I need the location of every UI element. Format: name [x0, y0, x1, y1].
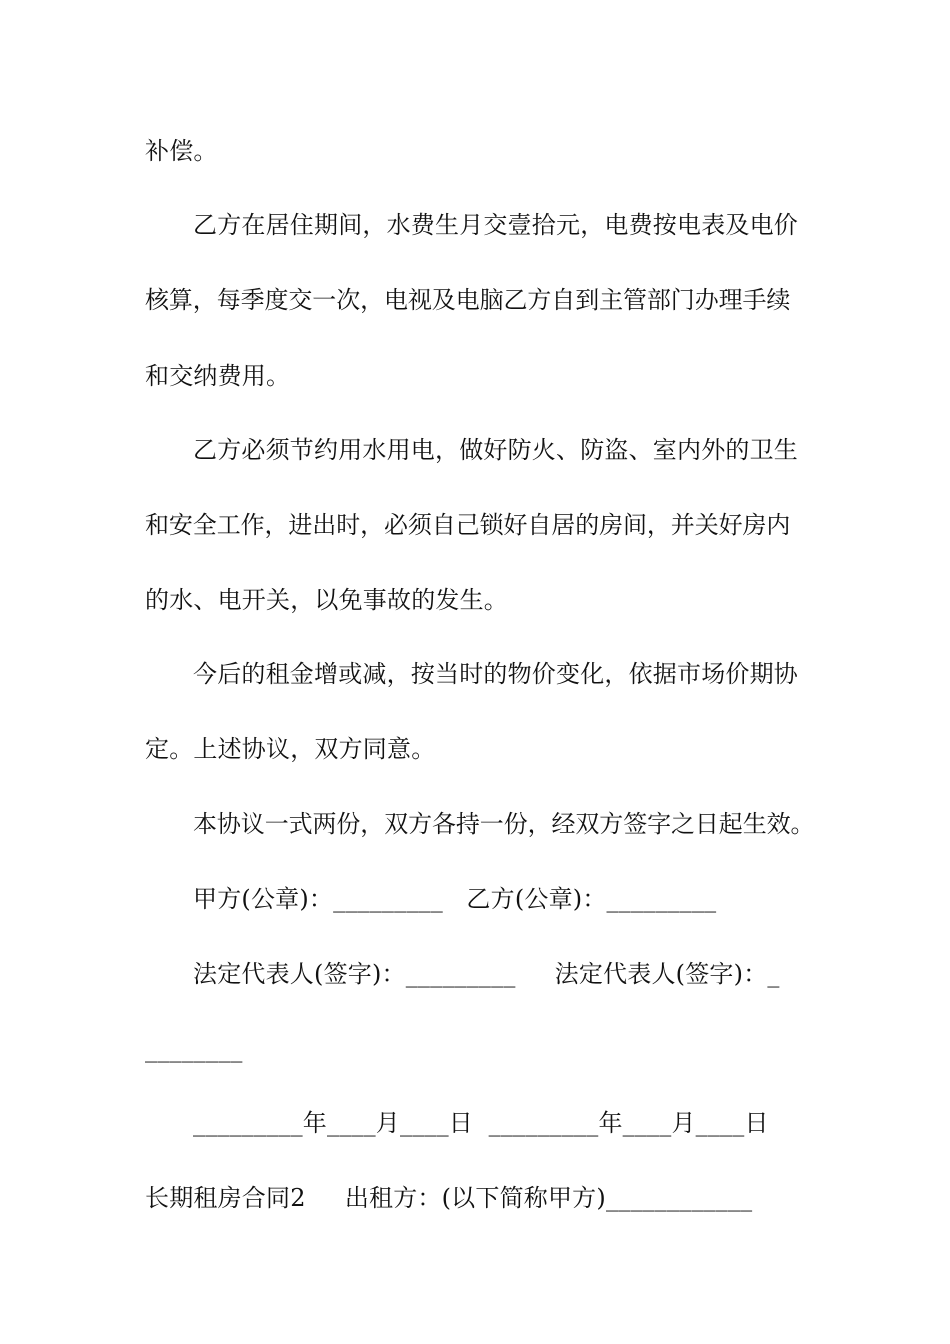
text-line-10: 本协议一式两份，双方各持一份，经双方签字之日起生效。: [193, 810, 815, 838]
text-line-7: 的水、电开关，以免事故的发生。: [145, 586, 508, 614]
signature-line-seals: 甲方(公章)：_________ 乙方(公章)：_________: [193, 885, 717, 913]
contract-2-heading-line: 长期租房合同2 出租方：(以下简称甲方)____________: [145, 1184, 753, 1212]
text-line-8: 今后的租金增或减，按当时的物价变化，依据市场价期协: [193, 660, 798, 688]
text-line-3: 核算，每季度交一次，电视及电脑乙方自到主管部门办理手续: [145, 286, 791, 314]
text-line-6: 和安全工作，进出时，必须自己锁好自居的房间，并关好房内: [145, 511, 791, 539]
text-line-4: 和交纳费用。: [145, 362, 291, 390]
text-line-2: 乙方在居住期间，水费生月交壹拾元，电费按电表及电价: [193, 211, 798, 239]
text-line-5: 乙方必须节约用水用电，做好防火、防盗、室内外的卫生: [193, 436, 798, 464]
text-line-9: 定。上述协议，双方同意。: [145, 735, 436, 763]
signature-line-continuation: ________: [145, 1035, 243, 1063]
date-line: _________年____月____日 _________年____月____日: [193, 1109, 769, 1137]
text-line-1: 补偿。: [145, 137, 218, 165]
signature-line-representatives: 法定代表人(签字)：_________ 法定代表人(签字)：_: [193, 960, 780, 988]
